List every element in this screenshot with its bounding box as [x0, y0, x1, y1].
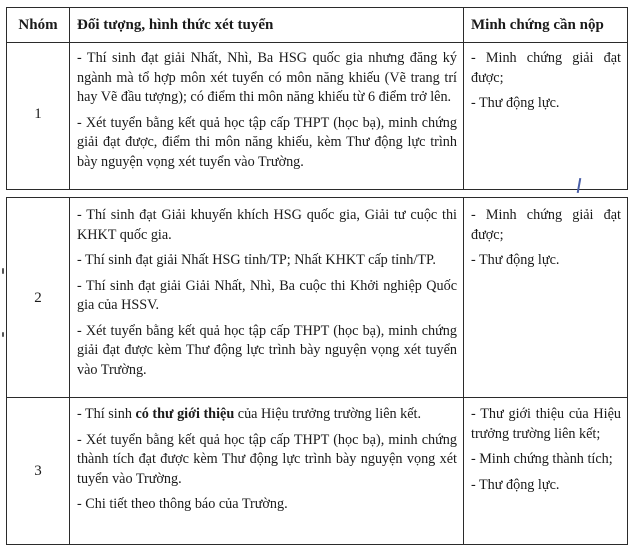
evidence-cell — [471, 49, 621, 120]
evidence-item: - Minh chứng giải đạt được; — [471, 50, 621, 86]
subject-paragraph: - Chi tiết theo thông báo của Trường. — [77, 496, 288, 512]
subject-paragraph: - Thí sinh đạt giải Nhất HSG tỉnh/TP; Nhất KHKT cấp tỉnh/TP. — [77, 252, 436, 268]
header-divider — [7, 42, 627, 43]
subject-paragraph: - Xét tuyển bằng kết quả học tập cấp THPT (học bạ), minh chứng giải đạt được, điểm thi môn năng khiếu, kèm Thư động lực trình bày nguyện vọng xét tuyển vào Trường. — [77, 114, 457, 170]
group-cell — [7, 397, 69, 544]
header-subject: Đối tượng, hình thức xét tuyển — [77, 17, 274, 33]
row-divider — [7, 397, 627, 398]
header-group: Nhóm — [18, 17, 58, 33]
evidence-item: - Thư giới thiệu của Hiệu trưởng trường liên kết; — [471, 406, 621, 442]
table-segment-top — [6, 7, 628, 190]
evidence-item: - Thư động lực. — [471, 476, 560, 493]
evidence-cell — [471, 206, 621, 277]
header-evidence: Minh chứng cần nộp — [471, 17, 604, 33]
evidence-item: - Minh chứng thành tích; — [471, 451, 613, 467]
scan-speck — [2, 268, 4, 274]
column-divider — [69, 8, 70, 189]
group-cell — [7, 42, 69, 189]
subject-suffix: của Hiệu trưởng trường liên kết. — [234, 406, 422, 422]
subject-paragraph: - Thí sinh đạt giải Nhất, Nhì, Ba HSG quốc gia nhưng đăng ký ngành mà tổ hợp môn xét tuyển có môn năng khiếu (Vẽ trang trí hay Vẽ đầu tượng); có điểm thi môn năng khiếu từ 6 điểm trở lên. — [77, 50, 457, 105]
scan-speck — [2, 332, 4, 337]
table-segment-bottom — [6, 197, 628, 545]
evidence-item: - Thư động lực. — [471, 95, 560, 111]
subject-paragraph: - Thí sinh đạt Giải khuyến khích HSG quốc gia, Giải tư cuộc thi KHKT quốc gia. — [77, 207, 457, 243]
column-divider — [463, 8, 464, 189]
evidence-item: - Minh chứng giải đạt được; — [471, 207, 621, 243]
column-divider — [69, 198, 70, 544]
subject-bold-phrase: có thư giới thiệu — [135, 406, 235, 422]
group-cell — [7, 198, 69, 397]
subject-paragraph: - Xét tuyển bằng kết quả học tập cấp THPT (học bạ), minh chứng giải đạt được kèm Thư động lực trình bày nguyện vọng xét tuyển vào Trường. — [77, 322, 457, 378]
group-number: 1 — [34, 106, 42, 122]
subject-cell — [77, 405, 457, 521]
evidence-cell — [471, 405, 621, 501]
group-number: 3 — [34, 463, 42, 479]
subject-paragraph: - Thí sinh đạt giải Giải Nhất, Nhì, Ba cuộc thi Khởi nghiệp Quốc gia của HSSV. — [77, 277, 457, 313]
subject-paragraph — [77, 405, 457, 425]
subject-cell — [77, 49, 457, 178]
group-number: 2 — [34, 290, 42, 306]
evidence-item: - Thư động lực. — [471, 252, 560, 268]
subject-cell — [77, 206, 457, 386]
subject-prefix: - Thí sinh — [77, 406, 136, 422]
column-divider — [463, 198, 464, 544]
subject-paragraph: - Xét tuyển bằng kết quả học tập cấp THPT (học bạ), minh chứng thành tích đạt được kèm Thư động lực trình bày nguyện vọng xét tuyển vào Trường. — [77, 431, 457, 487]
